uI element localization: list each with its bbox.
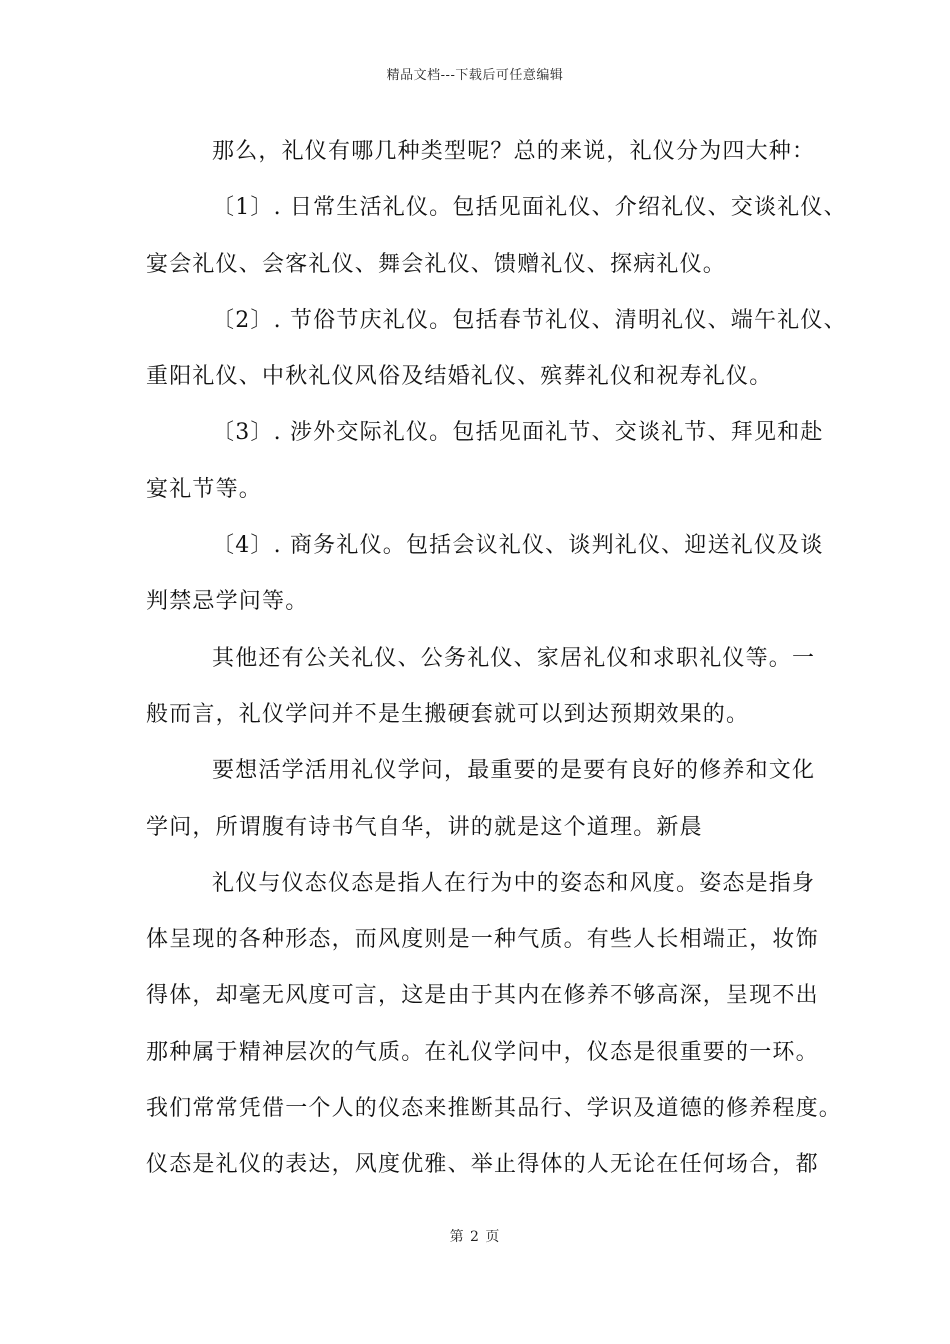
text-line: 仪态是礼仪的表达，风度优雅、举止得体的人无论在任何场合，都 <box>146 1152 819 1178</box>
text-line: 〔2〕. 节俗节庆礼仪。包括春节礼仪、清明礼仪、端午礼仪、 <box>212 307 847 333</box>
text-line: 〔3〕. 涉外交际礼仪。包括见面礼节、交谈礼节、拜见和赴 <box>212 420 824 446</box>
text-line: 判禁忌学问等。 <box>146 589 309 615</box>
text-line: 要想活学活用礼仪学问，最重要的是要有良好的修养和文化 <box>212 758 816 784</box>
text-line: 宴礼节等。 <box>146 476 263 502</box>
text-line: 我们常常凭借一个人的仪态来推断其品行、学识及道德的修养程度。 <box>146 1096 843 1122</box>
text-line: 宴会礼仪、会客礼仪、舞会礼仪、馈赠礼仪、探病礼仪。 <box>146 251 727 277</box>
page-header: 精品文档---下载后可任意编辑 <box>386 68 564 83</box>
text-line: 重阳礼仪、中秋礼仪风俗及结婚礼仪、殡葬礼仪和祝寿礼仪。 <box>146 364 773 390</box>
text-line: 得体，却毫无风度可言，这是由于其内在修养不够高深，呈现不出 <box>146 983 819 1009</box>
text-line: 学问，所谓腹有诗书气自华，讲的就是这个道理。新晨 <box>146 814 703 840</box>
text-line: 其他还有公关礼仪、公务礼仪、家居礼仪和求职礼仪等。一 <box>212 645 816 671</box>
text-line: 体呈现的各种形态，而风度则是一种气质。有些人长相端正，妆饰 <box>146 927 819 953</box>
text-line: 那么，礼仪有哪几种类型呢？总的来说，礼仪分为四大种： <box>212 139 816 164</box>
text-line: 〔4〕. 商务礼仪。包括会议礼仪、谈判礼仪、迎送礼仪及谈 <box>212 533 824 559</box>
text-line: 礼仪与仪态仪态是指人在行为中的姿态和风度。姿态是指身 <box>212 870 816 896</box>
text-line: 那种属于精神层次的气质。在礼仪学问中，仪态是很重要的一环。 <box>146 1039 819 1065</box>
text-line: 〔1〕. 日常生活礼仪。包括见面礼仪、介绍礼仪、交谈礼仪、 <box>212 195 847 221</box>
page-number: 第 2 页 <box>449 1229 501 1245</box>
text-line: 般而言，礼仪学问并不是生搬硬套就可以到达预期效果的。 <box>146 701 750 727</box>
document-body <box>146 135 847 1205</box>
